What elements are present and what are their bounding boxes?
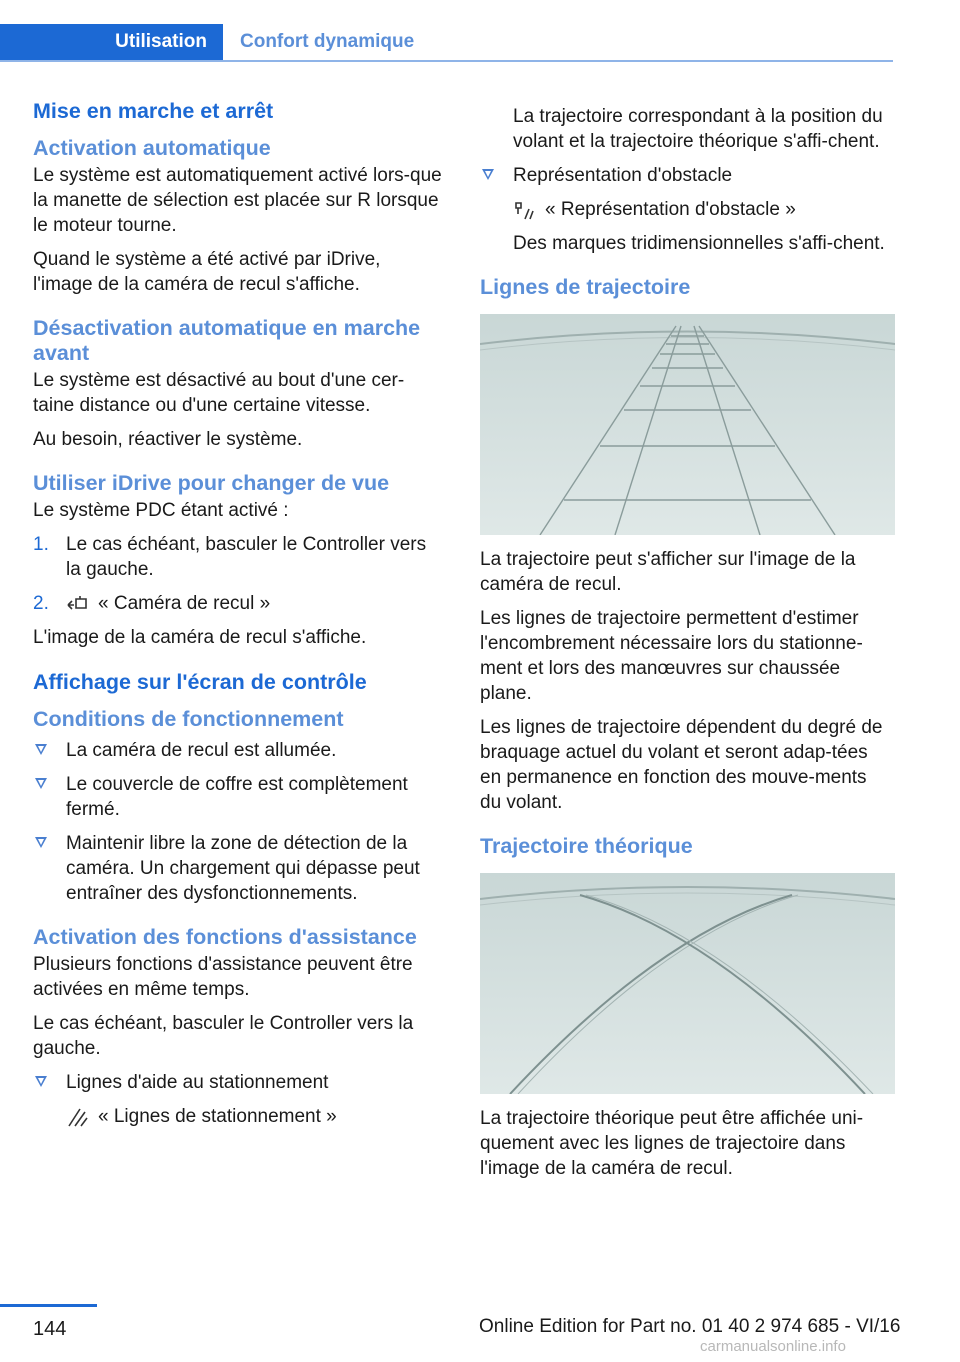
chapter-header [0,24,893,62]
steps-list [33,532,445,616]
heading-conditions: Conditions de fonctionnement [33,707,344,731]
heading-affichage: Affichage sur l'écran de contrôle [33,670,367,694]
heading-utiliser-idrive: Utiliser iDrive pour changer de vue [33,471,390,495]
paragraph-assist-2: Le cas échéant, basculer le Controller vers la gauche. [33,1013,414,1059]
step-number: 2. [33,593,49,614]
step-text: « Caméra de recul » [98,593,271,614]
bullet-triangle-icon [35,837,47,848]
paragraph-desactivation-2: Au besoin, réactiver le système. [33,429,303,450]
list-item [33,532,445,582]
assist-list [33,1070,445,1095]
heading-desactivation: Désactivation automatique en marche avant [33,316,421,365]
watermark: carmanualsonline.info [700,1338,846,1355]
condition-text: Maintenir libre la zone de détection de la caméra. Un chargement qui dépasse peut entraîner des dysfonctionnements. [66,833,420,904]
paragraph-idrive: Le système PDC étant activé : [33,500,289,521]
condition-text: La caméra de recul est allumée. [66,740,337,761]
obstacle-list [480,163,892,188]
parking-lines-icon [66,1106,88,1128]
menu-entry-obstacle [480,197,892,222]
paragraph-trajectoire-cont: La trajectoire correspondant à la position du volant et la trajectoire théorique s'affi-chent. [513,106,883,152]
paragraph-activation-2: Quand le système a été activé par iDrive, l'image de la caméra de recul s'affiche. [33,249,381,295]
step-text: Le cas échéant, basculer le Controller vers la gauche. [66,534,427,580]
right-column [480,104,892,1190]
menu-entry-parking-lines [33,1104,445,1129]
paragraph-lignes-2: Les lignes de trajectoire permettent d'estimer l'encombrement nécessaire lors du stationne-ment et lors des manœuvres sur chaussée plane. [480,608,863,704]
tab-confort-dynamique[interactable]: Confort dynamique [240,31,415,52]
rear-camera-icon [66,593,88,615]
obstacle-item-text: Représentation d'obstacle [513,165,733,186]
heading-assistance: Activation des fonctions d'assistance [33,925,417,949]
list-item [33,1070,445,1095]
list-item [33,738,445,763]
trajectory-lines-illustration [480,314,895,535]
conditions-list [33,738,445,906]
heading-lignes-trajectoire: Lignes de trajectoire [480,275,691,299]
footer-rule [0,1304,97,1307]
bullet-triangle-icon [35,778,47,789]
bullet-triangle-icon [35,744,47,755]
list-item [33,831,445,906]
condition-text: Le couvercle de coffre est complètement fermé. [66,774,408,820]
paragraph-obstacle-desc: Des marques tridimensionnelles s'affi-chent. [513,233,885,254]
theoretical-trajectory-illustration [480,873,895,1094]
paragraph-activation-1: Le système est automatiquement activé lors-que la manette de sélection est placée sur R lorsque le moteur tourne. [33,165,442,236]
bullet-triangle-icon [482,169,494,180]
paragraph-assist-1: Plusieurs fonctions d'assistance peuvent être activées en même temps. [33,954,413,1000]
bullet-triangle-icon [35,1076,47,1087]
edition-line: Online Edition for Part no. 01 40 2 974 685 - VI/16 [479,1316,901,1337]
paragraph-desactivation-1: Le système est désactivé au bout d'une cer-taine distance ou d'une certaine vitesse. [33,370,405,416]
left-column [33,98,445,1138]
heading-activation-automatique: Activation automatique [33,136,271,160]
tab-utilisation[interactable]: Utilisation [0,24,223,60]
list-item [480,163,892,188]
obstacle-icon [513,199,535,221]
step-number: 1. [33,534,49,555]
menu-entry-text: « Représentation d'obstacle » [545,199,796,220]
header-rule [0,60,893,62]
assist-item-text: Lignes d'aide au stationnement [66,1072,329,1093]
paragraph-lignes-1: La trajectoire peut s'afficher sur l'image de la caméra de recul. [480,549,856,595]
list-item [33,772,445,822]
list-item [33,591,445,616]
heading-mise-en-marche: Mise en marche et arrêt [33,99,274,123]
paragraph-image-affiche: L'image de la caméra de recul s'affiche. [33,627,367,648]
page-number: 144 [33,1318,67,1340]
paragraph-lignes-3: Les lignes de trajectoire dépendent du degré de braquage actuel du volant et seront adap-tées en permanence en fonction des mouve-ments du volant. [480,717,883,813]
menu-entry-text: « Lignes de stationnement » [98,1106,337,1127]
paragraph-theorique: La trajectoire théorique peut être affichée uni-quement avec les lignes de trajectoire dans l'image de la caméra de recul. [480,1108,864,1179]
heading-trajectoire-theorique: Trajectoire théorique [480,834,693,858]
